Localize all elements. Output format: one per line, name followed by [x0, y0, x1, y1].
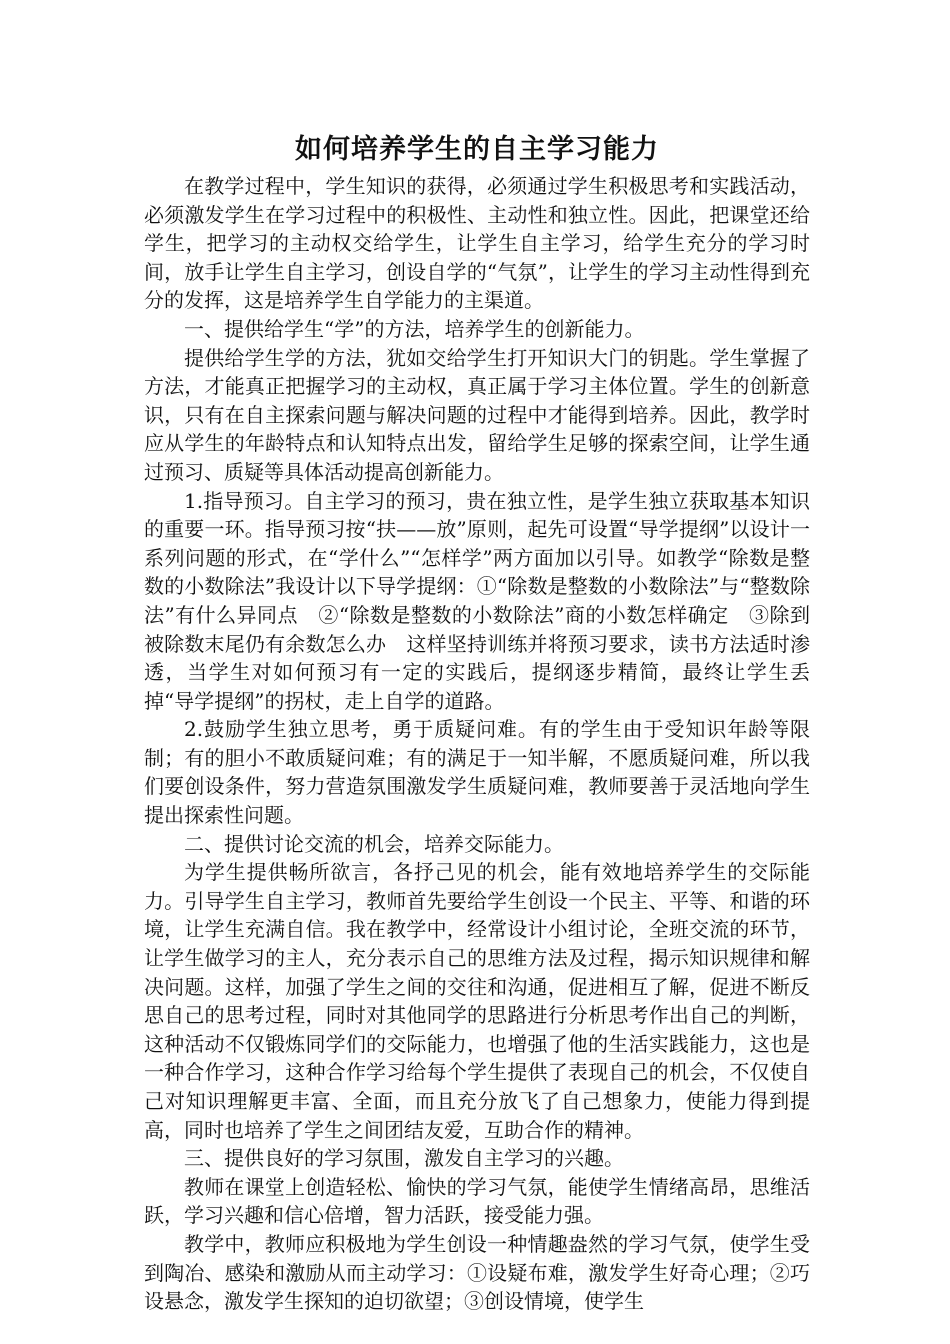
paragraph-atmosphere: 教师在课堂上创造轻松、愉快的学习气氛，能使学生情绪高昂，思维活跃，学习兴趣和信心倍增，智力活跃，接受能力强。 [144, 1174, 810, 1228]
document-title: 如何培养学生的自主学习能力 [295, 134, 659, 165]
paragraph-interest: 教学中，教师应积极地为学生创设一种情趣盎然的学习气氛，使学生受到陶冶、感染和激励从而主动学习：①设疑布难，激发学生好奇心理；②巧设悬念，激发学生探知的迫切欲望；③创设情境，使学生 [144, 1231, 810, 1314]
paragraph-discussion: 为学生提供畅所欲言，各抒己见的机会，能有效地培养学生的交际能力。引导学生自主学习，教师首先要给学生创设一个民主、平等、和谐的环境，让学生充满自信。我在教学中，经常设计小组讨论，全班交流的环节，让学生做学习的主人，充分表示自己的思维方法及过程，揭示知识规律和解决问题。这样，加强了学生之间的交往和沟通，促进相互了解，促进不断反思自己的思考过程，同时对其他同学的思路进行分析思考作出自己的判断，这种活动不仅锻炼同学们的交际能力，也增强了他的生活实践能力，这也是一种合作学习，这种合作学习给每个学生提供了表现自己的机会，不仅使自己对知识理解更丰富、全面，而且充分放飞了自己想象力，使能力得到提高，同时也培养了学生之间团结友爱，互助合作的精神。 [144, 860, 810, 1142]
paragraph-intro: 在教学过程中，学生知识的获得，必须通过学生积极思考和实践活动，必须激发学生在学习过程中的积极性、主动性和独立性。因此，把课堂还给学生，把学习的主动权交给学生，让学生自主学习，给学生充分的学习时间，放手让学生自主学习，创设自学的“气氛”，让学生的学习主动性得到充分的发挥，这是培养学生自学能力的主渠道。 [144, 174, 810, 313]
paragraph-independent-thinking: 2.鼓励学生独立思考，勇于质疑问难。有的学生由于受知识年龄等限制；有的胆小不敢质疑问难；有的满足于一知半解，不愿质疑问难，所以我们要创设条件，努力营造氛围激发学生质疑问难，教师要善于灵活地向学生提出探索性问题。 [144, 717, 810, 828]
section-heading-2: 二、提供讨论交流的机会，培养交际能力。 [184, 831, 564, 856]
paragraph-preview-guidance: 1.指导预习。自主学习的预习，贵在独立性，是学生独立获取基本知识的重要一环。指导预习按“扶——放”原则，起先可设置“导学提纲”以设计一系列问题的形式，在“学什么”“怎样学”两方面加以引导。如教学“除数是整数的小数除法”我设计以下导学提纲：①“除数是整数的小数除法”与“整数除法”有什么异同点 ②“除数是整数的小数除法”商的小数怎样确定 ③除到被除数末尾仍有余数怎么办 这样坚持训练并将预习要求，读书方法适时渗透，当学生对如何预习有一定的实践后，提纲逐步精简，最终让学生丢掉“导学提纲”的拐杖，走上自学的道路。 [144, 488, 810, 713]
document-page [144, 130, 810, 1316]
section-heading-1: 一、提供给学生“学”的方法，培养学生的创新能力。 [184, 316, 645, 341]
section-heading-3: 三、提供良好的学习氛围，激发自主学习的兴趣。 [184, 1146, 624, 1171]
paragraph-methods: 提供给学生学的方法，犹如交给学生打开知识大门的钥匙。学生掌握了方法，才能真正把握学习的主动权，真正属于学习主体位置。学生的创新意识，只有在自主探索问题与解决问题的过程中才能得到培养。因此，教学时应从学生的年龄特点和认知特点出发，留给学生足够的探索空间，让学生通过预习、质疑等具体活动提高创新能力。 [144, 345, 810, 484]
